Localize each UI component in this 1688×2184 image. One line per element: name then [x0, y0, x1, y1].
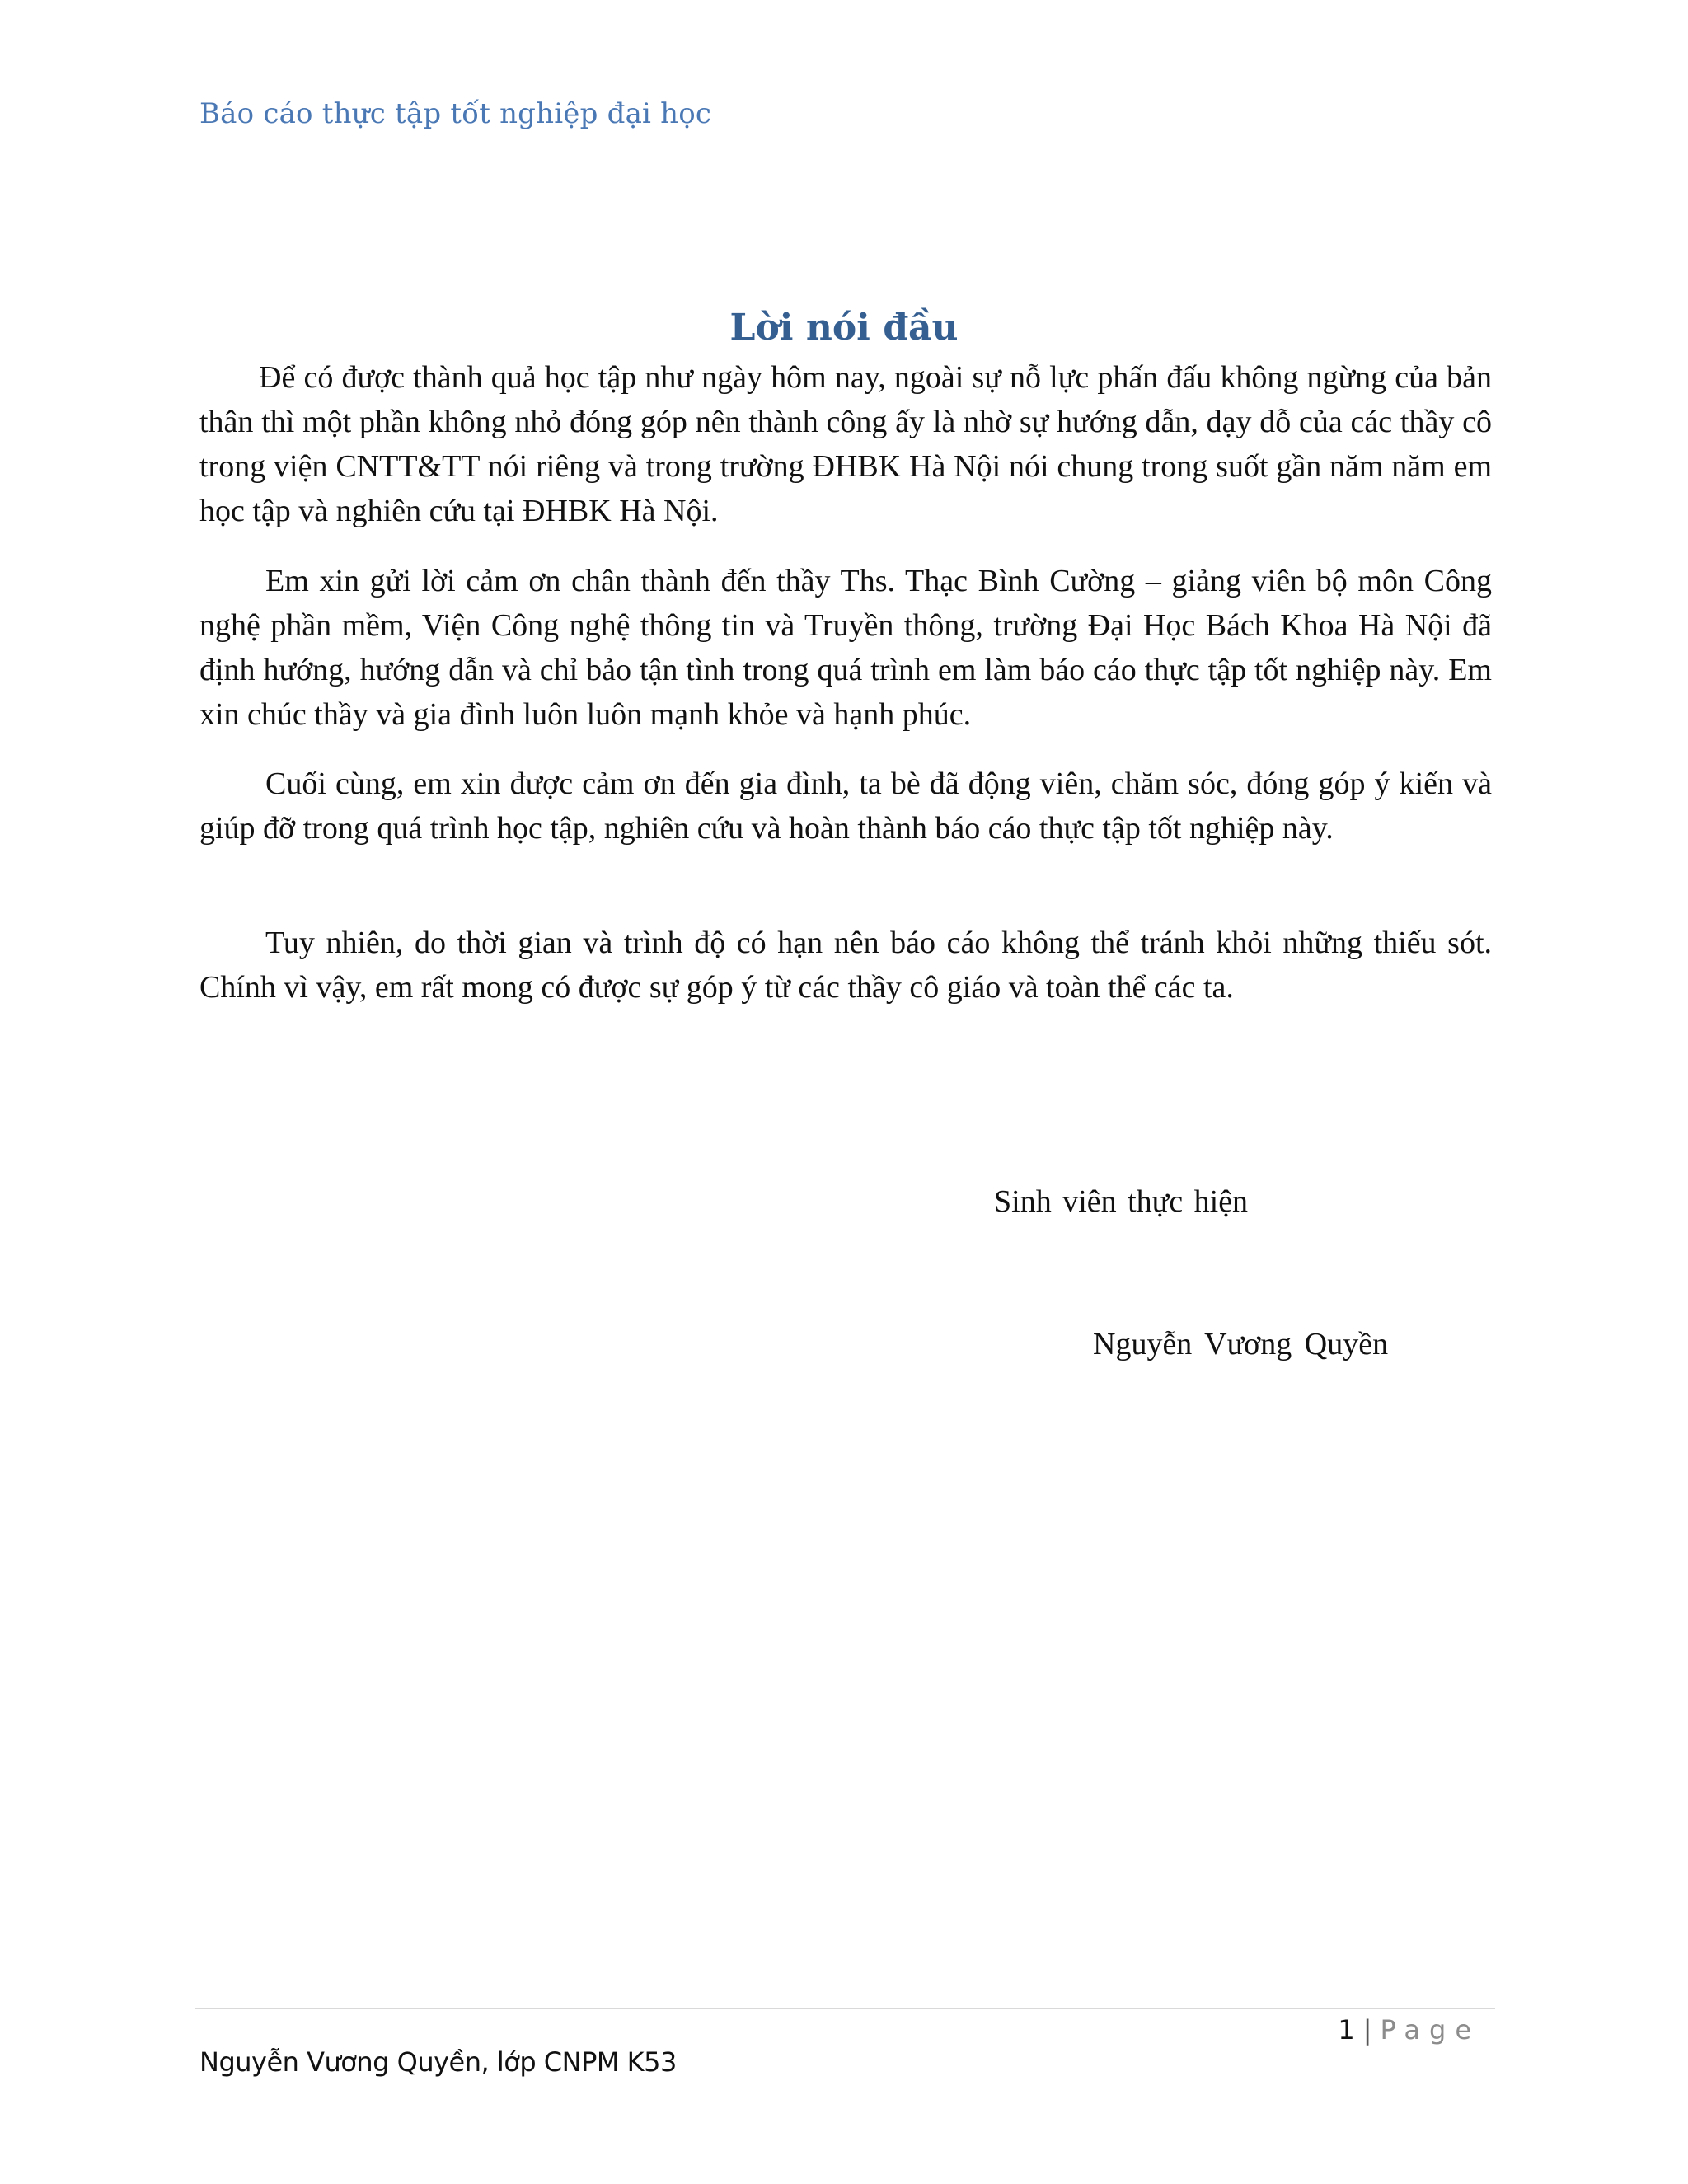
signature-name: Nguyễn Vương Quyền — [1093, 1327, 1389, 1361]
page-number-value: 1 — [1338, 2014, 1355, 2046]
page-label: Page — [1380, 2014, 1480, 2046]
page-header: Báo cáo thực tập tốt nghiệp đại học — [199, 97, 712, 130]
body-paragraph: Cuối cùng, em xin được cảm ơn đến gia đình, ta bè đã động viên, chăm sóc, đóng góp ý kiến và giúp đỡ trong quá trình học tập, nghiên cứu và hoàn thành báo cáo thực tập tốt nghiệp này. — [199, 766, 1492, 846]
page-number — [1338, 2011, 1480, 2049]
document-title: Lời nói đầu — [729, 307, 959, 349]
footer-divider — [195, 2008, 1495, 2009]
page-number-separator: | — [1362, 2014, 1372, 2046]
body-paragraph: Để có được thành quả học tập như ngày hôm nay, ngoài sự nỗ lực phấn đấu không ngừng của bản thân thì một phần không nhỏ đóng góp nên thành công ấy là nhờ sự hướng dẫn, dạy dỗ của các thầy cô trong viện CNTT&TT nói riêng và trong trường ĐHBK Hà Nội nói chung trong suốt gần năm năm em học tập và nghiên cứu tại ĐHBK Hà Nội. — [199, 360, 1492, 528]
body-paragraph: Em xin gửi lời cảm ơn chân thành đến thầy Ths. Thạc Bình Cường – giảng viên bộ môn Công nghệ phần mềm, Viện Công nghệ thông tin và Truyền thông, trường Đại Học Bách Khoa Hà Nội đã định hướng, hướng dẫn và chỉ bảo tận tình trong quá trình em làm báo cáo thực tập tốt nghiệp này. Em xin chúc thầy và gia đình luôn luôn mạnh khỏe và hạnh phúc. — [199, 564, 1492, 732]
body-paragraph: Tuy nhiên, do thời gian và trình độ có hạn nên báo cáo không thể tránh khỏi những thiếu sót. Chính vì vậy, em rất mong có được sự góp ý từ các thầy cô giáo và toàn thể các ta. — [199, 926, 1492, 1005]
footer-author: Nguyễn Vương Quyền, lớp CNPM K53 — [199, 2046, 677, 2078]
signature-role: Sinh viên thực hiện — [994, 1184, 1249, 1219]
